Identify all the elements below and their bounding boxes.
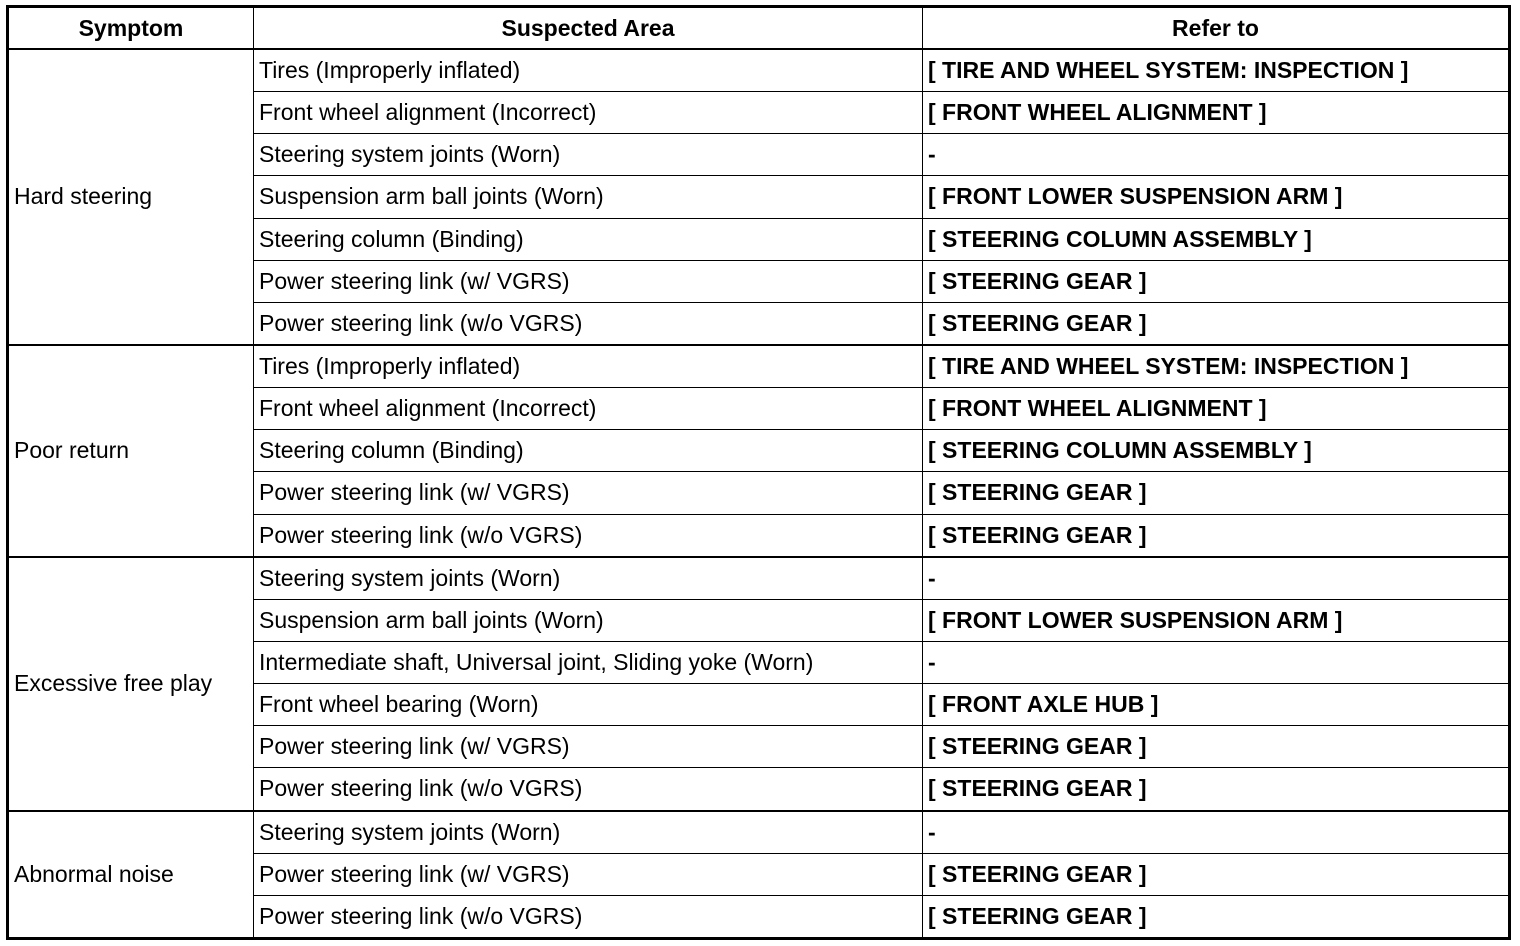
suspected-area-cell: Power steering link (w/o VGRS) [254, 768, 923, 811]
symptom-table [6, 5, 1511, 940]
refer-to-cell: - [923, 134, 1510, 176]
refer-to-cell: [ FRONT LOWER SUSPENSION ARM ] [923, 599, 1510, 641]
refer-to-cell: [ STEERING GEAR ] [923, 472, 1510, 514]
refer-to-cell: [ STEERING GEAR ] [923, 768, 1510, 811]
header-suspected-area: Suspected Area [254, 7, 923, 50]
symptom-cell: Poor return [8, 345, 254, 557]
refer-to-cell: [ FRONT WHEEL ALIGNMENT ] [923, 388, 1510, 430]
suspected-area-cell: Power steering link (w/ VGRS) [254, 472, 923, 514]
header-refer-to: Refer to [923, 7, 1510, 50]
refer-to-cell: [ FRONT WHEEL ALIGNMENT ] [923, 92, 1510, 134]
refer-to-cell: - [923, 811, 1510, 854]
refer-to-cell: [ STEERING GEAR ] [923, 895, 1510, 938]
symptom-cell: Abnormal noise [8, 811, 254, 939]
refer-to-cell: [ TIRE AND WHEEL SYSTEM: INSPECTION ] [923, 345, 1510, 388]
refer-to-cell: [ TIRE AND WHEEL SYSTEM: INSPECTION ] [923, 49, 1510, 92]
suspected-area-cell: Tires (Improperly inflated) [254, 49, 923, 92]
suspected-area-cell: Steering system joints (Worn) [254, 557, 923, 600]
refer-to-cell: [ STEERING GEAR ] [923, 302, 1510, 345]
refer-to-cell: [ STEERING GEAR ] [923, 726, 1510, 768]
table-row [8, 557, 1510, 600]
symptom-cell: Hard steering [8, 49, 254, 345]
suspected-area-cell: Power steering link (w/o VGRS) [254, 895, 923, 938]
header-symptom: Symptom [8, 7, 254, 50]
suspected-area-cell: Power steering link (w/o VGRS) [254, 514, 923, 557]
table-row [8, 811, 1510, 854]
refer-to-cell: [ FRONT AXLE HUB ] [923, 684, 1510, 726]
suspected-area-cell: Power steering link (w/o VGRS) [254, 302, 923, 345]
refer-to-cell: [ STEERING GEAR ] [923, 853, 1510, 895]
table-body [8, 49, 1510, 939]
refer-to-cell: [ STEERING COLUMN ASSEMBLY ] [923, 430, 1510, 472]
suspected-area-cell: Suspension arm ball joints (Worn) [254, 176, 923, 218]
suspected-area-cell: Power steering link (w/ VGRS) [254, 726, 923, 768]
suspected-area-cell: Front wheel bearing (Worn) [254, 684, 923, 726]
suspected-area-cell: Suspension arm ball joints (Worn) [254, 599, 923, 641]
table-row [8, 49, 1510, 92]
refer-to-cell: [ STEERING GEAR ] [923, 514, 1510, 557]
table-header [8, 7, 1510, 50]
suspected-area-cell: Steering column (Binding) [254, 218, 923, 260]
suspected-area-cell: Steering column (Binding) [254, 430, 923, 472]
suspected-area-cell: Steering system joints (Worn) [254, 811, 923, 854]
suspected-area-cell: Front wheel alignment (Incorrect) [254, 388, 923, 430]
suspected-area-cell: Front wheel alignment (Incorrect) [254, 92, 923, 134]
refer-to-cell: - [923, 641, 1510, 683]
header-row [8, 7, 1510, 50]
suspected-area-cell: Tires (Improperly inflated) [254, 345, 923, 388]
table-row [8, 345, 1510, 388]
symptom-cell: Excessive free play [8, 557, 254, 811]
refer-to-cell: [ FRONT LOWER SUSPENSION ARM ] [923, 176, 1510, 218]
refer-to-cell: - [923, 557, 1510, 600]
refer-to-cell: [ STEERING COLUMN ASSEMBLY ] [923, 218, 1510, 260]
suspected-area-cell: Power steering link (w/ VGRS) [254, 260, 923, 302]
suspected-area-cell: Steering system joints (Worn) [254, 134, 923, 176]
suspected-area-cell: Power steering link (w/ VGRS) [254, 853, 923, 895]
refer-to-cell: [ STEERING GEAR ] [923, 260, 1510, 302]
suspected-area-cell: Intermediate shaft, Universal joint, Sliding yoke (Worn) [254, 641, 923, 683]
